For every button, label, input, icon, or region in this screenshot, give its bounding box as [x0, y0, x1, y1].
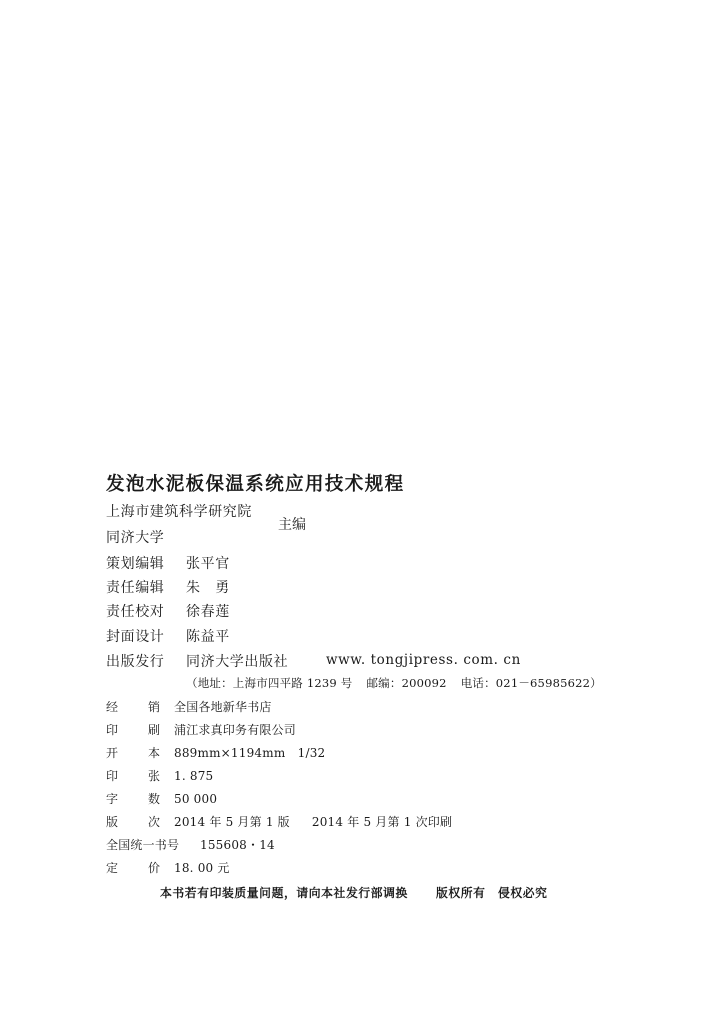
responsible-editor-row	[106, 577, 230, 597]
format-row	[106, 744, 325, 761]
publisher-row	[106, 651, 288, 671]
edition: 2014 年 5 月第 1 版	[174, 815, 290, 829]
proofreader-label: 责任校对	[106, 604, 165, 620]
publisher: 同济大学出版社	[186, 654, 289, 670]
printer-label-2: 刷	[148, 723, 161, 737]
publisher-website: www. tongjipress. com. cn	[326, 652, 521, 668]
cover-designer: 陈益平	[186, 629, 230, 645]
cover-design-label: 封面设计	[106, 629, 165, 645]
editor-role: 主编	[278, 517, 306, 533]
responsible-editor-label: 责任编辑	[106, 580, 165, 596]
distributor-row	[106, 698, 272, 715]
sheets-label-1: 印	[106, 769, 119, 783]
responsible-editor: 朱 勇	[186, 580, 230, 596]
words-label-1: 字	[106, 792, 119, 806]
words-label-2: 数	[148, 792, 161, 806]
sheets: 1. 875	[174, 769, 214, 783]
printer-label-1: 印	[106, 723, 119, 737]
publisher-address: （地址：上海市四平路 1239 号	[186, 676, 353, 690]
proofreader: 徐春莲	[186, 604, 230, 620]
editor-org-1: 上海市建筑科学研究院	[106, 504, 252, 520]
edition-row	[106, 813, 452, 830]
planning-editor: 张平官	[186, 556, 230, 572]
copyright-notice: 版权所有 侵权必究	[435, 886, 548, 900]
distributor-label-1: 经	[106, 700, 119, 714]
price-label-1: 定	[106, 861, 119, 875]
sheets-row	[106, 767, 213, 784]
publisher-label: 出版发行	[106, 654, 165, 670]
format-label-1: 开	[106, 746, 119, 760]
cover-design-row	[106, 626, 230, 646]
isbn: 155608・14	[200, 838, 275, 852]
planning-editor-label: 策划编辑	[106, 556, 165, 572]
printer: 浦江求真印务有限公司	[174, 723, 297, 737]
edition-label-1: 版	[106, 815, 119, 829]
proofreader-row	[106, 601, 230, 621]
format: 889mm×1194mm 1/32	[174, 746, 326, 760]
sheets-label-2: 张	[148, 769, 161, 783]
footer-notice	[160, 884, 548, 901]
publisher-postcode: 邮编：200092	[366, 676, 447, 690]
editor-org-2: 同济大学	[106, 530, 165, 546]
price-label-2: 价	[148, 861, 161, 875]
publisher-contact	[186, 675, 602, 691]
book-title: 发泡水泥板保温系统应用技术规程	[106, 474, 405, 495]
edition-label-2: 次	[148, 815, 161, 829]
isbn-row	[106, 836, 275, 853]
format-label-2: 本	[148, 746, 161, 760]
price-row	[106, 859, 230, 876]
printer-row	[106, 721, 296, 738]
return-policy: 本书若有印装质量问题，请向本社发行部调换	[160, 886, 408, 900]
price: 18. 00 元	[174, 861, 230, 875]
publisher-phone: 电话：021－65985622）	[460, 676, 602, 690]
distributor: 全国各地新华书店	[174, 700, 272, 714]
printing: 2014 年 5 月第 1 次印刷	[311, 815, 453, 829]
isbn-label: 全国统一书号	[106, 838, 180, 852]
planning-editor-row	[106, 553, 230, 573]
distributor-label-2: 销	[148, 700, 161, 714]
words: 50 000	[174, 792, 218, 806]
words-row	[106, 790, 217, 807]
